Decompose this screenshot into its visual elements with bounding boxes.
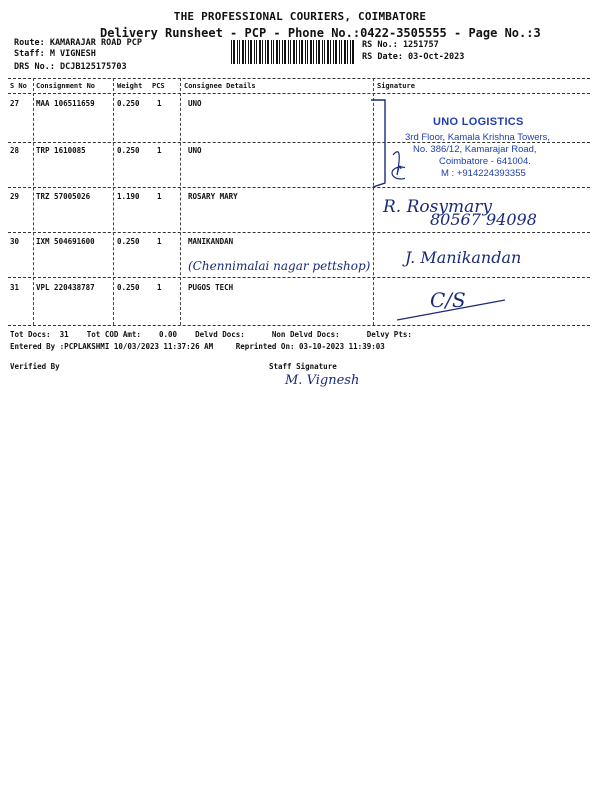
col-header-weight: Weight [117,82,143,90]
stamp-address-line: Coimbatore - 641004. [439,156,531,167]
staff-signature: M. Vignesh [285,373,360,388]
row-31-consignee: PUGOS TECH [188,283,234,292]
row-29-sno: 29 [10,192,20,201]
row-29-consignment: TRZ 57005026 [36,192,91,201]
row-31-pcs: 1 [157,283,162,292]
staff-signature-label: Staff Signature [269,362,337,371]
bracket-scribble [365,95,405,190]
entered-by-line: Entered By :PCPLAKSHMI 10/03/2023 11:37:26 AM Reprinted On: 03-10-2023 11:39:03 [10,342,385,351]
row-27-weight: 0.250 [117,99,140,108]
row-29-consignee: ROSARY MARY [188,192,238,201]
row-divider [8,187,590,188]
row-30-weight: 0.250 [117,237,140,246]
staff-label: Staff: M VIGNESH [14,49,96,59]
totals-line: Tot Docs: 31 Tot COD Amt: 0.00 Delvd Docs: Non Delvd Docs: Delvy Pts: [10,330,412,339]
col-divider [113,78,114,325]
col-divider [33,78,34,325]
row-28-sno: 28 [10,146,20,155]
company-stamp [395,110,575,180]
runsheet-subtitle: Delivery Runsheet - PCP - Phone No.:0422-3505555 - Page No.:3 [100,26,541,40]
table-header-rule [8,93,590,94]
row-30-sno: 30 [10,237,20,246]
col-header-consignment: Consignment No [36,82,96,90]
row-31-consignment: VPL 220438787 [36,283,95,292]
row-divider [8,277,590,278]
row-29-weight: 1.190 [117,192,140,201]
stamp-company-name: UNO LOGISTICS [433,116,524,128]
route-label: Route: KAMARAJAR ROAD PCP [14,38,142,48]
row-30-consignment: IXM 504691600 [36,237,95,246]
row-divider [8,232,590,233]
row-28-weight: 0.250 [117,146,140,155]
row-30-note: (Chennimalai nagar pettshop) [188,259,371,273]
row-30-signature: J. Manikandan [405,248,522,267]
signature-flourish [395,292,515,322]
col-divider [180,78,181,325]
row-31-signature: C/S [430,288,466,312]
stamp-phone: M : +914224393355 [441,168,526,179]
row-27-pcs: 1 [157,99,162,108]
row-31-weight: 0.250 [117,283,140,292]
row-29-phone: 80567 94098 [430,210,537,229]
row-30-consignee: MANIKANDAN [188,237,234,246]
table-bottom-rule [8,325,590,326]
row-30-pcs: 1 [157,237,162,246]
row-29-signature: R. Rosymary [383,197,492,217]
table-top-rule [8,78,590,79]
col-header-sno: S No [10,82,27,90]
row-27-consignment: MAA 106511659 [36,99,95,108]
row-28-consignment: TRP 1610085 [36,146,86,155]
drs-number: DRS No.: DCJB125175703 [14,62,127,72]
row-29-pcs: 1 [157,192,162,201]
verified-by-label: Verified By [10,362,60,371]
runsheet-title: THE PROFESSIONAL COURIERS, COIMBATORE [173,10,427,23]
row-27-consignee: UNO [188,99,202,108]
barcode-image [230,40,356,64]
col-header-pcs: PCS [152,82,165,90]
row-28-consignee: UNO [188,146,202,155]
stamp-address-line: 3rd Floor, Kamala Krishna Towers, [405,132,551,143]
rs-number: RS No.: 1251757 [362,40,439,50]
rs-date: RS Date: 03-Oct-2023 [362,52,465,62]
col-header-consignee: Consignee Details [184,82,256,90]
row-28-pcs: 1 [157,146,162,155]
col-header-signature: Signature [377,82,415,90]
stamp-address-line: No. 386/12, Kamarajar Road, [413,144,537,155]
row-31-sno: 31 [10,283,20,292]
row-27-sno: 27 [10,99,20,108]
